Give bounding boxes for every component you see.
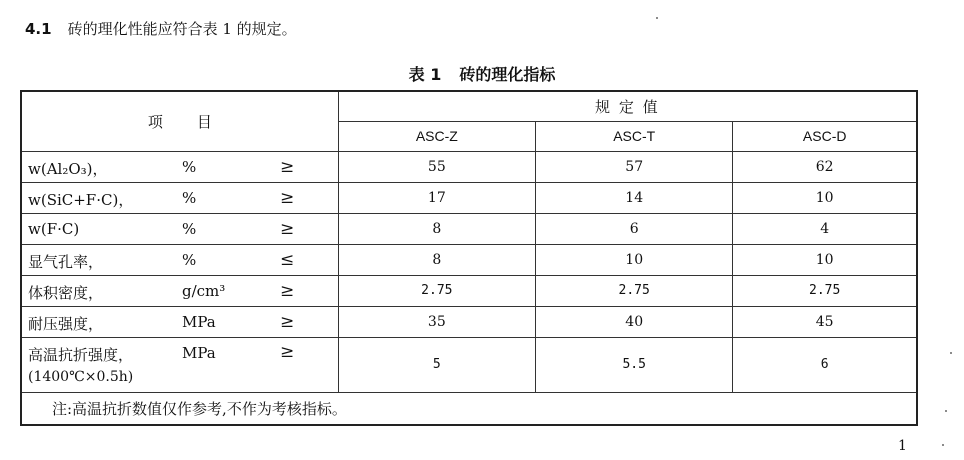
- row-unit: %: [182, 188, 197, 207]
- table-cell: 5.5: [536, 337, 733, 392]
- table-cell: 8: [338, 244, 535, 275]
- row-unit: %: [182, 250, 197, 269]
- note-row: [21, 392, 917, 425]
- table-row: [21, 306, 917, 337]
- comparator: ≥: [280, 311, 295, 332]
- table-cell: 14: [536, 182, 733, 213]
- row-name: w(Al₂O₃)，: [28, 159, 108, 178]
- comparator: ≥: [280, 156, 295, 177]
- table-cell: 57: [536, 151, 733, 182]
- table-cell: 10: [733, 244, 917, 275]
- table-cell: 35: [338, 306, 535, 337]
- table-cell: 62: [733, 151, 917, 182]
- table-caption-title: 砖的理化指标: [459, 65, 556, 84]
- table-note: 注:高温抗折数值仅作参考,不作为考核指标。: [21, 392, 917, 425]
- table-row: [21, 213, 917, 244]
- scan-speck: [950, 352, 952, 354]
- table-row: [21, 151, 917, 182]
- row-name: 显气孔率，: [28, 252, 104, 271]
- comparator: ≤: [280, 249, 295, 270]
- test-condition: (1400℃×0.5h): [28, 368, 134, 385]
- comparator: ≥: [280, 218, 295, 239]
- table-row: [21, 244, 917, 275]
- row-unit: MPa: [182, 343, 216, 362]
- table-cell: 4: [733, 213, 917, 244]
- scan-speck: [945, 410, 947, 412]
- table-cell: 55: [338, 151, 535, 182]
- table-row: [21, 275, 917, 306]
- section-text: 砖的理化性能应符合表 1 的规定。: [67, 20, 297, 38]
- table-cell: 6: [536, 213, 733, 244]
- item-header: 项目: [21, 91, 338, 151]
- row-unit: %: [182, 219, 197, 238]
- table-cell: 5: [338, 337, 535, 392]
- row-unit: MPa: [182, 312, 216, 331]
- table-cell: 2.75: [733, 275, 917, 306]
- table-row: [21, 337, 917, 392]
- row-unit: %: [182, 157, 197, 176]
- table-cell: 2.75: [536, 275, 733, 306]
- table-cell: 10: [733, 182, 917, 213]
- row-name: w(F·C): [28, 219, 80, 238]
- section-number: 4.1: [25, 20, 52, 38]
- table-cell: 45: [733, 306, 917, 337]
- table-row: [21, 182, 917, 213]
- table-cell: 40: [536, 306, 733, 337]
- table-cell: 6: [733, 337, 917, 392]
- table-cell: 10: [536, 244, 733, 275]
- scan-speck: [656, 17, 658, 19]
- table-cell: 8: [338, 213, 535, 244]
- spec-table: [20, 90, 918, 426]
- row-name: w(SiC+F·C)，: [28, 190, 134, 209]
- comparator: ≥: [280, 341, 295, 362]
- table-cell: 17: [338, 182, 535, 213]
- page-number: 1: [898, 438, 907, 454]
- grade-header: ASC-T: [536, 121, 733, 151]
- row-name: 体积密度，: [28, 283, 104, 302]
- scan-speck: [942, 444, 944, 446]
- table-cell: 2.75: [338, 275, 535, 306]
- comparator: ≥: [280, 187, 295, 208]
- spec-value-header: 规 定 值: [338, 91, 917, 121]
- row-name: 高温抗折强度，: [28, 345, 134, 364]
- row-name: 耐压强度，: [28, 314, 104, 333]
- section-heading: [25, 18, 297, 39]
- table-caption: [0, 62, 964, 85]
- grade-header: ASC-Z: [338, 121, 535, 151]
- row-unit: g/cm³: [182, 281, 226, 300]
- table-caption-number: 表 1: [408, 65, 442, 84]
- comparator: ≥: [280, 280, 295, 301]
- grade-header: ASC-D: [733, 121, 917, 151]
